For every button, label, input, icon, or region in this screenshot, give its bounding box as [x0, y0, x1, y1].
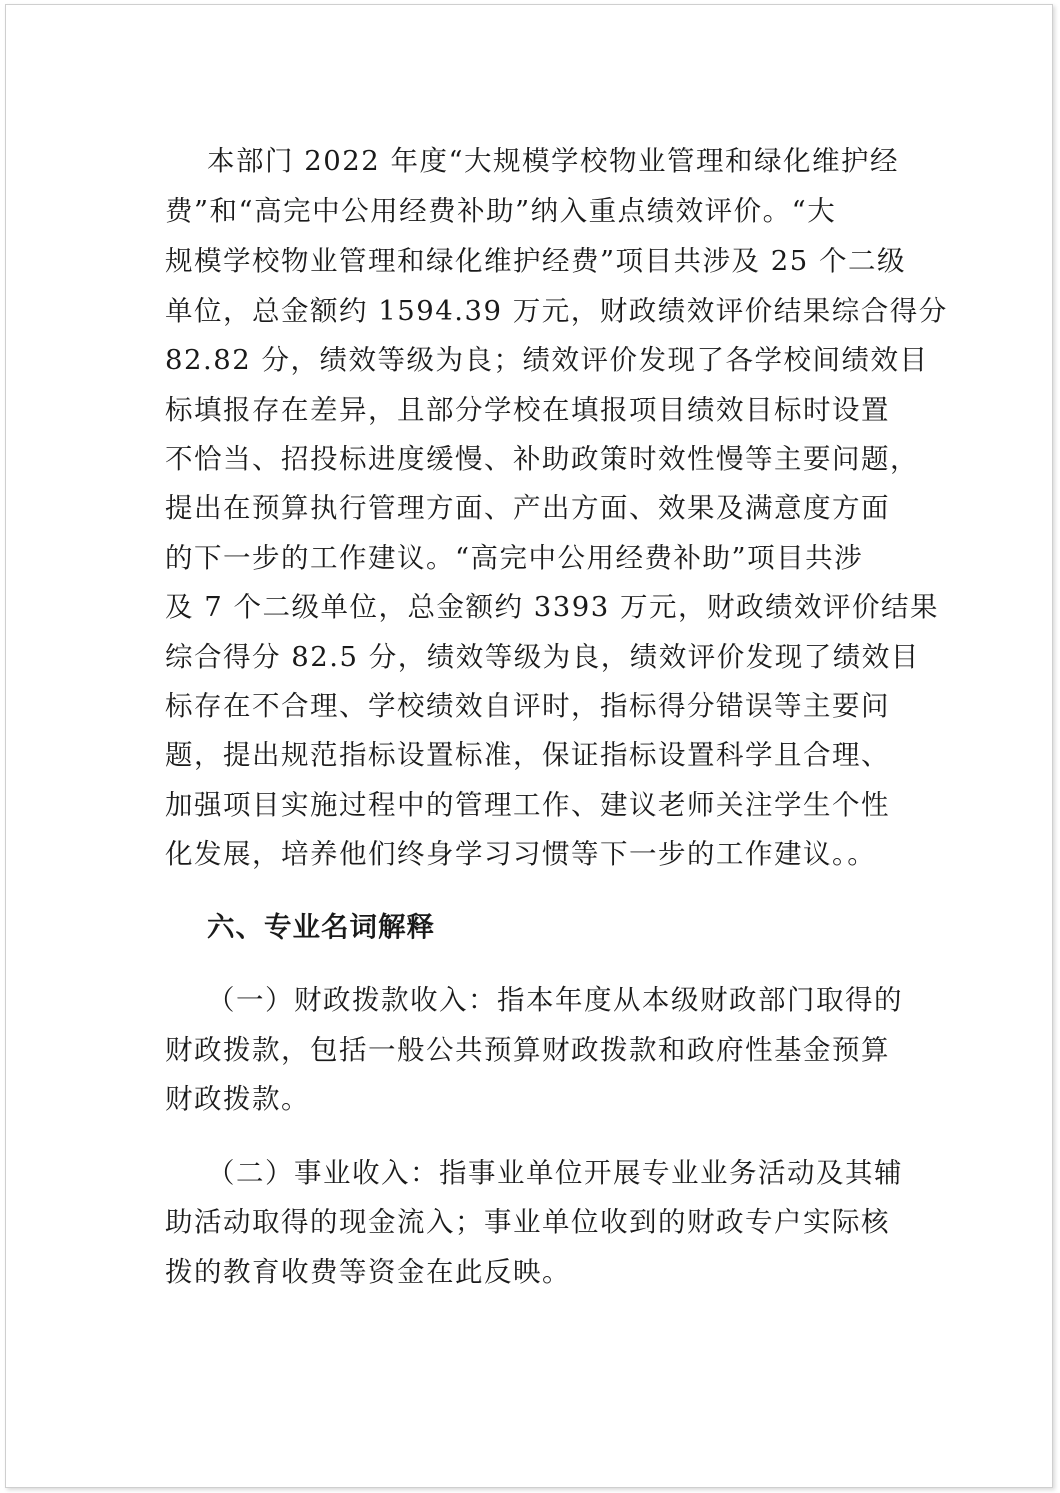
- definition-2-line-3: 拨的教育收费等资金在此反映。: [165, 1256, 571, 1288]
- paragraph-1-line-14: 加强项目实施过程中的管理工作、建议老师关注学生个性: [165, 789, 890, 821]
- paragraph-1-line-3: 规模学校物业管理和绿化维护经费”项目共涉及 25 个二级: [165, 245, 907, 277]
- paragraph-1-line-7: 不恰当、招投标进度缓慢、补助政策时效性慢等主要问题，: [165, 443, 919, 475]
- paragraph-1-line-1: 本部门 2022 年度“大规模学校物业管理和绿化维护经: [207, 145, 900, 177]
- paragraph-1-line-10: 及 7 个二级单位，总金额约 3393 万元，财政绩效评价结果: [165, 591, 939, 623]
- paragraph-1-line-4: 单位，总金额约 1594.39 万元，财政绩效评价结果综合得分: [165, 295, 948, 327]
- paragraph-1-line-12: 标存在不合理、学校绩效自评时，指标得分错误等主要问: [165, 690, 890, 722]
- definition-1-line-1: （一）财政拨款收入：指本年度从本级财政部门取得的: [207, 984, 903, 1016]
- paragraph-1-line-13: 题，提出规范指标设置标准，保证指标设置科学且合理、: [165, 739, 890, 771]
- section-6-heading: 六、专业名词解释: [207, 911, 435, 943]
- paragraph-1-line-6: 标填报存在差异，且部分学校在填报项目绩效目标时设置: [165, 394, 890, 426]
- definition-1-line-2: 财政拨款，包括一般公共预算财政拨款和政府性基金预算: [165, 1034, 890, 1066]
- paragraph-1-line-15: 化发展，培养他们终身学习习惯等下一步的工作建议。。: [165, 838, 877, 870]
- paragraph-1-line-2: 费”和“高完中公用经费补助”纳入重点绩效评价。“大: [165, 195, 837, 227]
- definition-2-line-2: 助活动取得的现金流入；事业单位收到的财政专户实际核: [165, 1206, 890, 1238]
- paragraph-1-line-5: 82.82 分，绩效等级为良；绩效评价发现了各学校间绩效目: [165, 344, 929, 376]
- paragraph-1-line-9: 的下一步的工作建议。“高完中公用经费补助”项目共涉: [165, 542, 864, 574]
- paragraph-1-line-8: 提出在预算执行管理方面、产出方面、效果及满意度方面: [165, 492, 890, 524]
- definition-1-line-3: 财政拨款。: [165, 1083, 310, 1115]
- paragraph-1-line-11: 综合得分 82.5 分，绩效等级为良，绩效评价发现了绩效目: [165, 641, 920, 673]
- definition-2-line-1: （二）事业收入：指事业单位开展专业业务活动及其辅: [207, 1157, 903, 1189]
